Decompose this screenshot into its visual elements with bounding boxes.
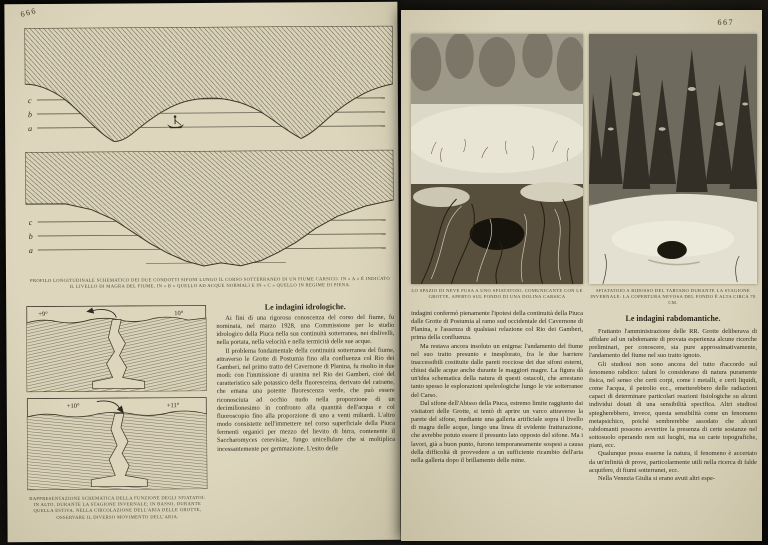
rock-mass [25,26,394,142]
figure-vent-summer [27,397,208,490]
paragraph: Qualunque possa esserne la natura, il fenomeno è accertato da un'infinità di prove, particolarmente utili nella ricerca di falde acquifere, di fiumi sotterranei, ecc. [589,450,757,474]
photo2-caption: SFIATATOIO A RIDOSSO DEL TARTARO DURANTE LA STAGIONE INVERNALE: LA COPERTURA NEVOSA DEL FONDO È ALTA CIRCA 70 CM. [590,288,756,306]
right-page-column-2 [589,328,757,534]
photo-vent-doline [411,34,583,284]
svg-text:+10°: +10° [66,402,80,410]
boat-with-rower [167,115,184,128]
svg-text:+11°: +11° [166,402,180,410]
photo1-caption: LO SPAZIO DI NEVE FUSA A UNO SFIATATOIO, COMUNICANTE CON LE GROTTE, APERTO SUL FONDO DI UNA DOLINA CARSICA [411,288,583,300]
paragraph: Dal sifone dell'Abisso della Piuca, estremo limite raggiunto dai visitatori delle Grotte, si tentò di aprire un varco attraverso la parete del sifone, mediante una galleria artificiale sopra il livello di magra delle acque, lungo una linea di evidente fratturazione, che avrebbe potuto essere il presunto lato opposto del sifone. Ma i lavori, già a buon punto, furono temporaneamente sospesi a causa della difficoltà di provvedere a un sufficiente ricambio dell'aria nella galleria dopo il brillamento delle mine. [411,399,583,464]
svg-text:10°: 10° [174,310,184,318]
paragraph: Nella Venezia Giulia si erano avuti altri espe- [598,474,715,482]
airflow-arrow-down [97,401,124,414]
paragraph: Gli studiosi non sono ancora del tutto d'accordo sul fenomeno rabdico: taluni lo considerano di natura puramente fisica, nel senso che certi corpi, come i metalli, e certi liquidi, come l'acqua, il petrolio ecc., emetterebbero delle radiazioni capaci di determinare particolari reazioni fisiologiche su alcuni individui dotati di una sensibilità specifica. Altri studiosi spiegherebbero, invece, questa sensibilità come un fenomeno metapsichico, poiché sembrerebbe assodato che alcuni rabdomanti possono avvertire la presenza di certe sostanze nel sottosuolo operando non sui luoghi, ma su carte topografiche, piani, ecc. [589,360,757,450]
svg-text:+9°: +9° [38,310,48,319]
svg-text:a: a [28,246,33,256]
figure-siphon-profile-high-water [25,26,394,148]
figures-caption: PROFILO LONGITUDINALE SCHEMATICO DEI DUE CONDOTTI SIFONI LUNGO IL CORSO SOTTERRANEO DI UN FIUME CARSICO. IN « A » È INDICATO IL LIVELLO DI MAGRA DEL FIUME, IN « B » QUELLO AD ACQUE NORMALI E IN « C » QUELLO IN REGIME DI PIENA. [30,275,391,290]
level-labels [28,96,32,133]
page-right [401,10,762,541]
paragraph: Ma restava ancora insoluto un enigma: l'andamento del fiume nel suo tratto presunto e inesplorato, fra le due barriere inaccessibili costituite dalle pareti rocciose dei due sifoni esterni, chiusi dalle acque anche durante le maggiori magre. La figura dà un'idea schematica della natura di questi ostacoli, che arrestano tanto spesso le esplorazioni speleologiche lungo le vie sotterranee del Carso. [411,342,583,399]
paragraph: indagini confermò pienamente l'ipotesi della continuità della Piuca dalle Grotte di Postumia al ramo sud occidentale del Cavernone di Planina, e l'assenza di qualsiasi relazione col Rio dei Gamberi, prima della confluenza. [411,310,583,342]
page-number-right: 667 [717,18,734,27]
level-labels [29,218,33,255]
left-page-text-column [216,314,395,537]
paragraph: Frattanto l'amministrazione delle RR. Grotte deliberava di affidare ad un rabdomante di provata esperienza alcune ricerche preliminari, per conoscere, sia pure approssimativamente, l'andamento del fiume nel suo tratto ignoto. [589,328,757,360]
temperature-labels [67,402,180,410]
right-page-column-1 [411,310,583,534]
paragraph: Il problema fondamentale della continuità sotterranea del fiume, attraverso le Grotte di Postumia fino alla confluenza col Rio dei Gamberi, nel primo tratto del Cavernone di Planina, fu risolto in due modi: con l'immissione di uranina nel Rio dei Gamberi, cioè del caratteristico sale potassico della fluoresceina, derivato del catrame, che emana una potente fluorescenza verde, che può essere riconosciuta ad occhio nudo nella proporzione di un decimilionesimo in confronto alla quantità dell'acqua e col fluoroscopio fino alla proporzione di uno a venti miliardi. L'altro modo consistette nell'immettere nel corso superficiale della Piuca fermenti organici per mezzo del lievito di birra, contenente il Saccharomyces cerevisiae, fungo unicellulare che si moltiplica incessantemente per gemmazione. L'esito delle [216,346,396,453]
figure-siphon-profile-low-water [25,150,394,272]
svg-text:b: b [28,232,33,242]
section-heading-rabdomantiche: Le indagini rabdomantiche. [625,314,721,323]
svg-text:c: c [28,218,33,228]
svg-text:a: a [28,124,33,134]
svg-text:c: c [27,96,32,106]
svg-text:b: b [28,110,33,120]
page-left [4,2,400,542]
vents-caption: RAPPRESENTAZIONE SCHEMATICA DELLA FUNZIONE DEGLI SFIATATOI: IN ALTO, DURANTE LA STAGIONE INVERNALE; IN BASSO, DURANTE QUELLA ESTIVA. NELLA CIRCOLAZIONE DELL'ARIA DELLE GROTTE, OSSERVARE IL DIVERSO MOVIMENTO DELL'ARIA. [29,494,206,520]
section-heading-idrologiche: Le indagini idrologiche. [264,302,346,312]
vent-opening [470,218,525,250]
airflow-arrow-up [86,308,116,318]
paragraph: Ai fini di una rigorosa conoscenza del corso del fiume, fu nominata, nel marzo 1928, una Commissione per lo studio idrologico della Piuca nella sua continuità sotterranea, nei dislivelli, nella portata, nella velocità e nella termicità delle sue acque. [216,313,395,347]
photo-vent-winter-forest [589,34,757,284]
page-number-left: 666 [19,6,38,19]
vent-opening [657,241,687,259]
figure-vent-winter [26,305,207,392]
